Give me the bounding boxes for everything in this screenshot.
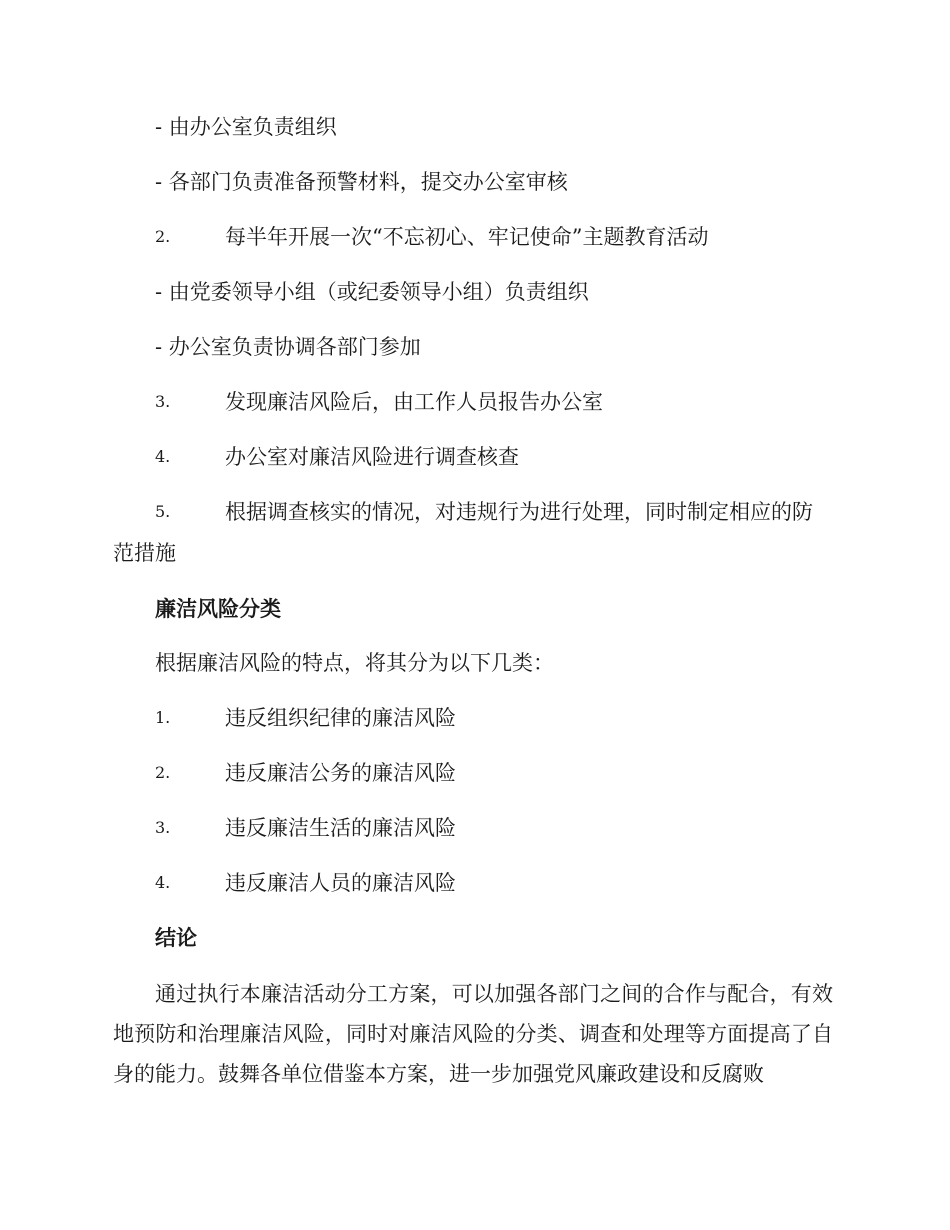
item-text: 违反廉洁人员的廉洁风险	[225, 871, 456, 895]
item-text: 发现廉洁风险后，由工作人员报告办公室	[225, 390, 603, 414]
item-number: 4.	[155, 447, 171, 466]
list-item: - 各部门负责准备预警材料，提交办公室审核	[155, 170, 568, 194]
item-text: 违反廉洁公务的廉洁风险	[225, 761, 456, 785]
item-number: 1.	[155, 708, 171, 727]
list-item: - 由办公室负责组织	[155, 115, 337, 139]
conclusion-paragraph: 通过执行本廉洁活动分工方案，可以加强各部门之间的合作与配合，有效地预防和治理廉洁风险，同时对廉洁风险的分类、调查和处理等方面提高了自身的能力。鼓舞各单位借鉴本方案，进一步加强党风廉政建设和反腐败	[113, 982, 833, 1086]
item-number: 4.	[155, 873, 171, 892]
item-text: 违反廉洁生活的廉洁风险	[225, 816, 456, 840]
section-heading: 结论	[155, 926, 197, 950]
list-item: - 办公室负责协调各部门参加	[155, 335, 421, 359]
section-heading: 廉洁风险分类	[155, 597, 281, 621]
item-number: 2.	[155, 227, 171, 246]
item-continuation: 范措施	[113, 541, 176, 565]
item-text: 根据调查核实的情况，对违规行为进行处理，同时制定相应的防	[225, 500, 813, 524]
list-item: - 由党委领导小组（或纪委领导小组）负责组织	[155, 280, 589, 304]
item-text: 违反组织纪律的廉洁风险	[225, 706, 456, 730]
item-text: 每半年开展一次“不忘初心、牢记使命”主题教育活动	[225, 225, 709, 249]
item-number: 3.	[155, 818, 171, 837]
item-number: 2.	[155, 763, 171, 782]
item-number: 5.	[155, 502, 171, 521]
item-number: 3.	[155, 392, 171, 411]
item-text: 办公室对廉洁风险进行调查核查	[225, 445, 519, 469]
section-intro: 根据廉洁风险的特点，将其分为以下几类：	[155, 651, 554, 675]
